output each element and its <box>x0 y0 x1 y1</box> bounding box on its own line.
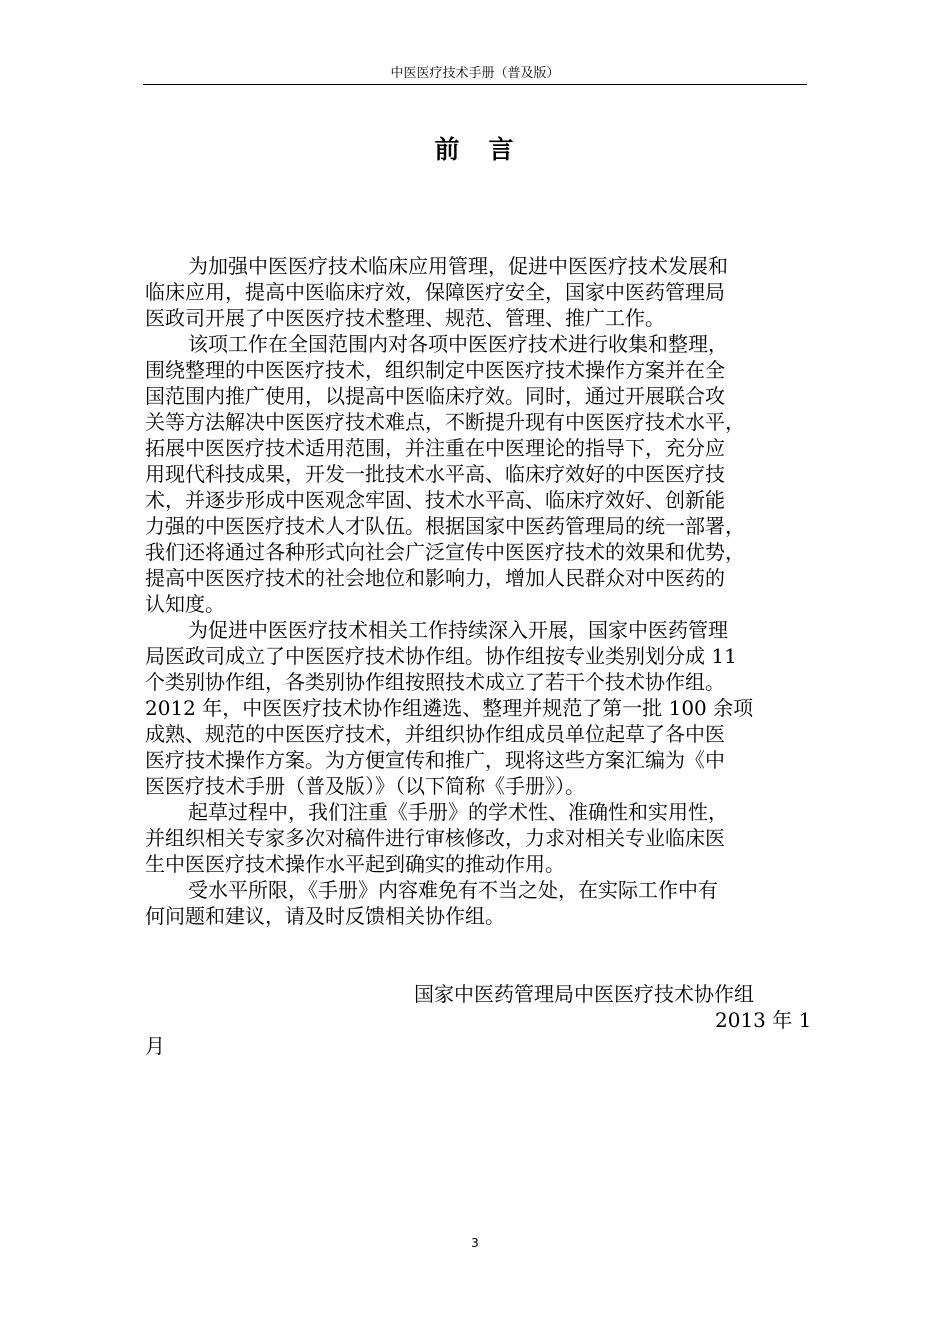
body-line: 2012 年，中医医疗技术协作组遴选、整理并规范了第一批 100 余项 <box>145 696 754 720</box>
body-line: 我们还将通过各种形式向社会广泛宣传中医医疗技术的效果和优势， <box>145 540 745 564</box>
body-line: 拓展中医医疗技术适用范围，并注重在中医理论的指导下，充分应 <box>145 436 725 460</box>
body-line: 医政司开展了中医医疗技术整理、规范、管理、推广工作。 <box>145 306 665 330</box>
body-line: 医疗技术操作方案。为方便宣传和推广，现将这些方案汇编为《中 <box>145 748 725 772</box>
body-line: 起草过程中，我们注重《手册》的学术性、准确性和实用性， <box>188 800 728 824</box>
body-line: 术，并逐步形成中医观念牢固、技术水平高、临床疗效好、创新能 <box>145 488 725 512</box>
body-line: 并组织相关专家多次对稿件进行审核修改，力求对相关专业临床医 <box>145 826 725 850</box>
body-line: 力强的中医医疗技术人才队伍。根据国家中医药管理局的统一部署， <box>145 514 745 538</box>
page-number: 3 <box>471 1236 479 1250</box>
body-line: 关等方法解决中医医疗技术难点，不断提升现有中医医疗技术水平， <box>145 410 745 434</box>
body-line: 国范围内推广使用，以提高中医临床疗效。同时，通过开展联合攻 <box>145 384 725 408</box>
body-line: 提高中医医疗技术的社会地位和影响力，增加人民群众对中医药的 <box>145 566 725 590</box>
body-line: 该项工作在全国范围内对各项中医医疗技术进行收集和整理， <box>188 332 728 356</box>
body-line: 为促进中医医疗技术相关工作持续深入开展，国家中医药管理 <box>188 618 728 642</box>
body-line: 围绕整理的中医医疗技术，组织制定中医医疗技术操作方案并在全 <box>145 358 725 382</box>
page-title: 前 言 <box>434 135 516 164</box>
body-line: 临床应用，提高中医临床疗效，保障医疗安全，国家中医药管理局 <box>145 280 725 304</box>
signature-date: 2013 年 1 <box>715 1008 812 1032</box>
header-rule <box>143 84 807 85</box>
body-line: 成熟、规范的中医医疗技术，并组织协作组成员单位起草了各中医 <box>145 722 725 746</box>
body-line: 受水平所限，《手册》内容难免有不当之处，在实际工作中有 <box>188 878 718 902</box>
body-line: 用现代科技成果，开发一批技术水平高、临床疗效好的中医医疗技 <box>145 462 725 486</box>
body-line: 生中医医疗技术操作水平起到确实的推动作用。 <box>145 852 565 876</box>
body-line: 为加强中医医疗技术临床应用管理，促进中医医疗技术发展和 <box>188 254 728 278</box>
body-line: 何问题和建议，请及时反馈相关协作组。 <box>145 904 505 928</box>
running-header: 中医医疗技术手册（普及版） <box>390 66 560 81</box>
body-line: 认知度。 <box>145 592 225 616</box>
body-line: 个类别协作组，各类别协作组按照技术成立了若干个技术协作组。 <box>145 670 725 694</box>
signature-date-month: 月 <box>145 1034 165 1058</box>
signature-org: 国家中医药管理局中医医疗技术协作组 <box>414 982 754 1006</box>
body-line: 医医疗技术手册（普及版）》（以下简称《手册》）。 <box>145 774 585 798</box>
body-line: 局医政司成立了中医医疗技术协作组。协作组按专业类别划分成 11 <box>145 644 737 668</box>
